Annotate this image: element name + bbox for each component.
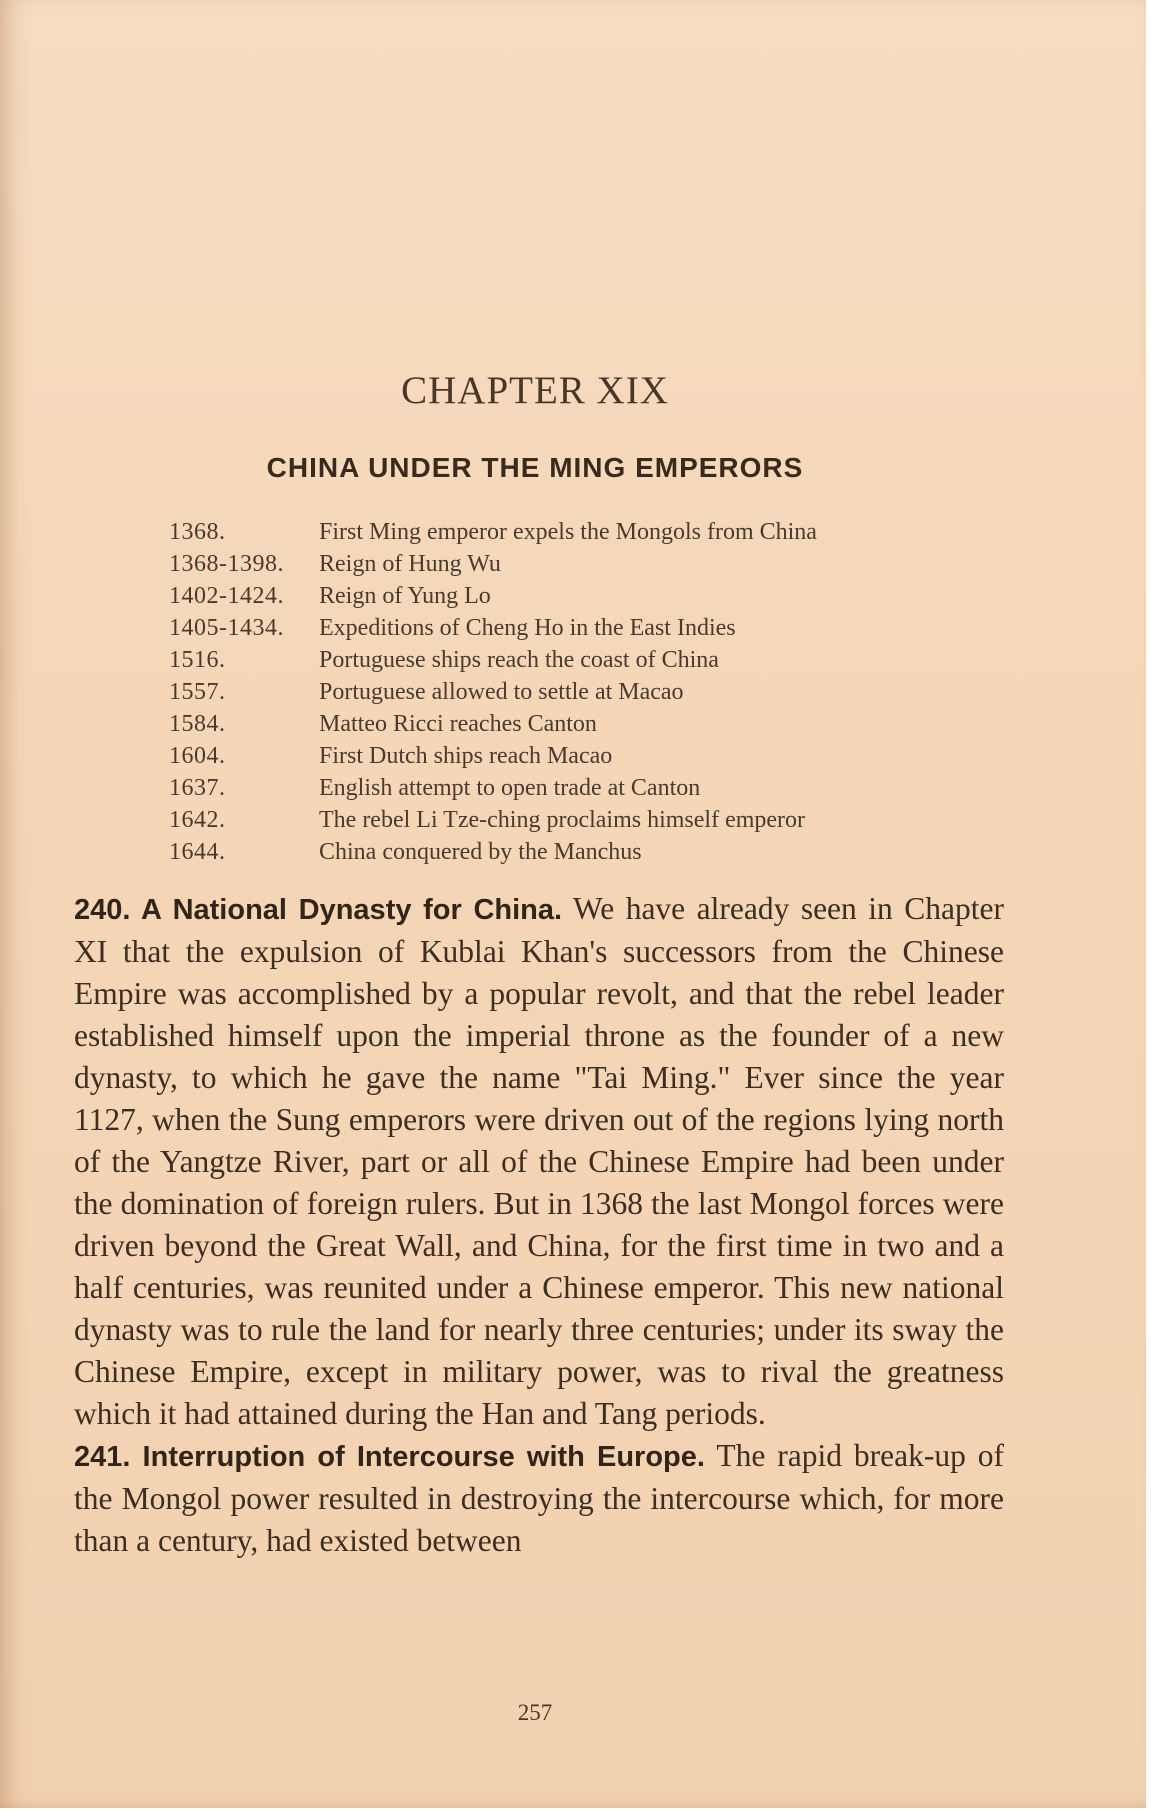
section-paragraph <box>74 888 1004 1435</box>
timeline-date: 1644. <box>169 839 226 865</box>
timeline-date: 1368-1398. <box>169 551 284 577</box>
timeline-event: First Dutch ships reach Macao <box>319 743 613 769</box>
timeline-event: Matteo Ricci reaches Canton <box>319 711 597 737</box>
timeline-row <box>169 740 969 772</box>
timeline-row <box>169 516 969 548</box>
section-heading: 240. A National Dynasty for China. <box>74 894 563 926</box>
timeline-event: First Ming emperor expels the Mongols from China <box>319 519 817 545</box>
timeline-date: 1557. <box>169 679 226 705</box>
section-text: We have already seen in Chapter XI that the expulsion of Kublai Khan's successors from the Chinese Empire was accomplished by a popular revolt, and that the rebel leader established himself upon the imperial throne as the founder of a new dynasty, to which he gave the name "Tai Ming." Ever since the year 1127, when the Sung emperors were driven out of the regions lying north of the Yangtze River, part or all of the Chinese Empire had been under the domination of foreign rulers. But in 1368 the last Mongol forces were driven beyond the Great Wall, and China, for the first time in two and a half centuries, was reunited under a Chinese emperor. This new national dynasty was to rule the land for nearly three centuries; under its sway the Chinese Empire, except in military power, was to rival the greatness which it had attained during the Han and Tang periods. <box>74 891 1004 1431</box>
timeline-row <box>169 580 969 612</box>
section-heading: 241. Interruption of Intercourse with Europe. <box>74 1441 705 1473</box>
timeline-row <box>169 708 969 740</box>
timeline-date: 1642. <box>169 807 226 833</box>
timeline-row <box>169 804 969 836</box>
timeline-date: 1584. <box>169 711 226 737</box>
timeline-event: Reign of Yung Lo <box>319 583 491 609</box>
timeline-event: Portuguese ships reach the coast of China <box>319 647 719 673</box>
timeline-event: China conquered by the Manchus <box>319 839 642 865</box>
timeline-date: 1368. <box>169 519 226 545</box>
timeline-date: 1637. <box>169 775 226 801</box>
timeline-event: The rebel Li Tze-ching proclaims himself emperor <box>319 807 806 833</box>
timeline-row <box>169 548 969 580</box>
section-text: The rapid break-up of the Mongol power resulted in destroying the intercourse which, for more than a century, had existed between <box>74 1438 1005 1558</box>
timeline-event: English attempt to open trade at Canton <box>319 775 701 801</box>
chapter-title: CHAPTER XIX <box>401 369 669 412</box>
page-number: 257 <box>517 1700 553 1725</box>
timeline-row <box>169 772 969 804</box>
timeline-date: 1604. <box>169 743 226 769</box>
body-text <box>74 888 1004 1562</box>
timeline-row <box>169 676 969 708</box>
section-paragraph <box>74 1435 1004 1562</box>
timeline-date: 1405-1434. <box>169 615 284 641</box>
timeline-event: Expeditions of Cheng Ho in the East Indies <box>319 615 736 641</box>
timeline-event: Portuguese allowed to settle at Macao <box>319 679 684 705</box>
timeline-row <box>169 612 969 644</box>
timeline <box>169 516 969 868</box>
timeline-date: 1402-1424. <box>169 583 284 609</box>
timeline-event: Reign of Hung Wu <box>319 551 501 577</box>
chapter-subtitle: CHINA UNDER THE MING EMPERORS <box>266 452 804 483</box>
timeline-date: 1516. <box>169 647 226 673</box>
timeline-row <box>169 644 969 676</box>
timeline-row <box>169 836 969 868</box>
